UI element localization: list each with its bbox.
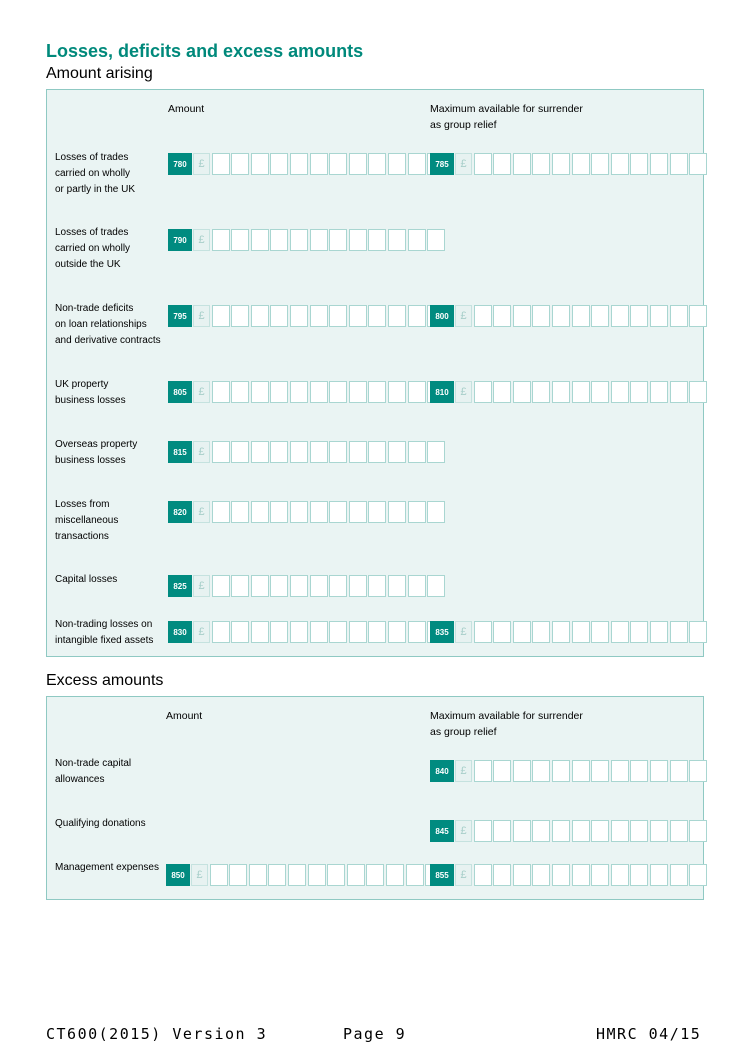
digit-cell[interactable]	[270, 305, 288, 327]
pound-sign: £	[455, 820, 472, 842]
digit-cell[interactable]	[591, 381, 609, 403]
digit-cell[interactable]	[630, 820, 648, 842]
row-label-line: miscellaneous	[55, 515, 119, 526]
box-number: 780	[168, 153, 192, 175]
digit-cell[interactable]	[670, 381, 688, 403]
digit-cell[interactable]	[650, 153, 668, 175]
digit-cell[interactable]	[408, 441, 426, 463]
digit-cell[interactable]	[231, 381, 249, 403]
digit-cell[interactable]	[251, 575, 269, 597]
digit-cell[interactable]	[552, 381, 570, 403]
pound-sign: £	[455, 153, 472, 175]
row-label	[55, 377, 126, 409]
digit-cell[interactable]	[386, 864, 404, 886]
row-label-line: Non-trade deficits	[55, 303, 134, 314]
digit-cell[interactable]	[532, 621, 550, 643]
digit-cell[interactable]	[689, 153, 707, 175]
digit-cell[interactable]	[408, 381, 426, 403]
digit-cell[interactable]	[670, 305, 688, 327]
digit-cell[interactable]	[408, 153, 426, 175]
digit-cell[interactable]	[427, 441, 445, 463]
digit-cell[interactable]	[329, 441, 347, 463]
digit-cell[interactable]	[290, 621, 308, 643]
digit-cell[interactable]	[532, 381, 550, 403]
row-label-line: outside the UK	[55, 259, 121, 270]
digit-cell[interactable]	[689, 760, 707, 782]
digit-cell[interactable]	[650, 820, 668, 842]
box-number: 800	[430, 305, 454, 327]
digit-cell[interactable]	[406, 864, 424, 886]
digit-cell[interactable]	[368, 621, 386, 643]
digit-cell[interactable]	[388, 501, 406, 523]
digit-cell[interactable]	[427, 575, 445, 597]
digit-cell[interactable]	[630, 381, 648, 403]
box-field[interactable]	[168, 501, 445, 523]
digit-cell[interactable]	[532, 864, 550, 886]
digit-cell[interactable]	[689, 305, 707, 327]
digit-cell[interactable]	[408, 501, 426, 523]
digit-cell[interactable]	[310, 575, 328, 597]
digit-cell[interactable]	[427, 501, 445, 523]
digit-cell[interactable]	[366, 864, 384, 886]
digit-cell[interactable]	[493, 305, 511, 327]
digit-cell[interactable]	[290, 575, 308, 597]
row-label-line: allowances	[55, 774, 105, 785]
digit-cell[interactable]	[288, 864, 306, 886]
digit-cell[interactable]	[408, 575, 426, 597]
digit-cell[interactable]	[388, 153, 406, 175]
box-number: 845	[430, 820, 454, 842]
digit-cell[interactable]	[249, 864, 267, 886]
row-label-line: intangible fixed assets	[55, 635, 154, 646]
box-field[interactable]	[168, 381, 445, 403]
row-label-line: Non-trading losses on	[55, 619, 153, 630]
box-field[interactable]	[168, 305, 445, 327]
excess-amounts-panel	[46, 696, 704, 900]
digit-cell[interactable]	[349, 153, 367, 175]
pound-sign: £	[193, 305, 210, 327]
subheading-excess-amounts: Excess amounts	[46, 672, 164, 689]
digit-cell[interactable]	[310, 229, 328, 251]
box-number: 820	[168, 501, 192, 523]
box-field[interactable]	[430, 305, 707, 327]
digit-cell[interactable]	[630, 864, 648, 886]
box-field[interactable]	[430, 621, 707, 643]
digit-cell[interactable]	[572, 153, 590, 175]
digit-cell[interactable]	[388, 381, 406, 403]
row-label-line: Losses from	[55, 499, 110, 510]
row-label-line: Losses of trades	[55, 227, 129, 238]
digit-cell[interactable]	[513, 153, 531, 175]
digit-cell[interactable]	[408, 621, 426, 643]
digit-cell[interactable]	[611, 621, 629, 643]
digit-cell[interactable]	[212, 305, 230, 327]
row-label-line: and derivative contracts	[55, 335, 161, 346]
digit-cell[interactable]	[552, 153, 570, 175]
digit-cell[interactable]	[591, 760, 609, 782]
row-label	[55, 860, 159, 876]
box-number: 790	[168, 229, 192, 251]
digit-cell[interactable]	[670, 153, 688, 175]
digit-cell[interactable]	[231, 501, 249, 523]
box-number: 835	[430, 621, 454, 643]
box-number: 850	[166, 864, 190, 886]
digit-cell[interactable]	[310, 381, 328, 403]
footer-form-version: CT600(2015) Version 3	[46, 1025, 268, 1043]
digit-cell[interactable]	[231, 305, 249, 327]
row-label-line: Overseas property	[55, 439, 138, 450]
digit-cell[interactable]	[408, 229, 426, 251]
row-label	[55, 572, 117, 588]
column-header-max-group-relief	[430, 708, 583, 740]
box-field[interactable]	[430, 820, 707, 842]
digit-cell[interactable]	[552, 621, 570, 643]
subheading-amount-arising: Amount arising	[46, 65, 153, 82]
column-header-amount: Amount	[168, 103, 205, 115]
digit-cell[interactable]	[388, 305, 406, 327]
box-number: 840	[430, 760, 454, 782]
digit-cell[interactable]	[689, 820, 707, 842]
box-field[interactable]	[168, 621, 445, 643]
digit-cell[interactable]	[251, 305, 269, 327]
digit-cell[interactable]	[670, 621, 688, 643]
digit-cell[interactable]	[210, 864, 228, 886]
digit-cell[interactable]	[532, 153, 550, 175]
box-field[interactable]	[430, 864, 707, 886]
digit-cell[interactable]	[229, 864, 247, 886]
digit-cell[interactable]	[611, 381, 629, 403]
digit-cell[interactable]	[349, 229, 367, 251]
pound-sign: £	[193, 229, 210, 251]
digit-cell[interactable]	[650, 621, 668, 643]
digit-cell[interactable]	[670, 760, 688, 782]
digit-cell[interactable]	[572, 820, 590, 842]
digit-cell[interactable]	[270, 621, 288, 643]
box-field[interactable]	[168, 441, 445, 463]
box-number: 810	[430, 381, 454, 403]
row-label-line: UK property	[55, 379, 109, 390]
digit-cell[interactable]	[670, 820, 688, 842]
row-label-line: Capital losses	[55, 574, 118, 585]
box-number: 830	[168, 621, 192, 643]
digit-cell[interactable]	[310, 153, 328, 175]
digit-cell[interactable]	[231, 153, 249, 175]
box-field[interactable]	[430, 381, 707, 403]
digit-cell[interactable]	[572, 760, 590, 782]
digit-cell[interactable]	[290, 229, 308, 251]
box-number: 825	[168, 575, 192, 597]
digit-cell[interactable]	[650, 381, 668, 403]
digit-cell[interactable]	[290, 305, 308, 327]
box-field[interactable]	[168, 575, 445, 597]
digit-cell[interactable]	[689, 864, 707, 886]
row-label-line: carried on wholly	[55, 243, 131, 254]
digit-cell[interactable]	[493, 153, 511, 175]
pound-sign: £	[193, 575, 210, 597]
box-field[interactable]	[168, 153, 445, 175]
digit-cell[interactable]	[630, 305, 648, 327]
pound-sign: £	[455, 381, 472, 403]
row-label-line: business losses	[55, 395, 126, 406]
digit-cell[interactable]	[513, 864, 531, 886]
row-label-line: business losses	[55, 455, 126, 466]
digit-cell[interactable]	[268, 864, 286, 886]
digit-cell[interactable]	[591, 864, 609, 886]
digit-cell[interactable]	[650, 305, 668, 327]
digit-cell[interactable]	[368, 381, 386, 403]
digit-cell[interactable]	[349, 381, 367, 403]
pound-sign: £	[455, 864, 472, 886]
digit-cell[interactable]	[290, 381, 308, 403]
digit-cell[interactable]	[212, 621, 230, 643]
digit-cell[interactable]	[513, 820, 531, 842]
box-field[interactable]	[430, 153, 707, 175]
column-header-max-line1: Maximum available for surrender	[430, 710, 583, 722]
digit-cell[interactable]	[251, 441, 269, 463]
row-label	[55, 816, 146, 832]
digit-cell[interactable]	[572, 864, 590, 886]
digit-cell[interactable]	[251, 229, 269, 251]
digit-cell[interactable]	[611, 153, 629, 175]
digit-cell[interactable]	[513, 305, 531, 327]
digit-cell[interactable]	[650, 864, 668, 886]
digit-cell[interactable]	[532, 760, 550, 782]
row-label	[55, 301, 161, 349]
digit-cell[interactable]	[650, 760, 668, 782]
digit-cell[interactable]	[349, 501, 367, 523]
digit-cell[interactable]	[611, 305, 629, 327]
digit-cell[interactable]	[251, 381, 269, 403]
box-field[interactable]	[166, 864, 443, 886]
row-label-line: transactions	[55, 531, 109, 542]
digit-cell[interactable]	[212, 381, 230, 403]
digit-cell[interactable]	[493, 760, 511, 782]
digit-cell[interactable]	[591, 153, 609, 175]
row-label	[55, 756, 131, 788]
digit-cell[interactable]	[231, 575, 249, 597]
column-header-amount: Amount	[166, 710, 203, 722]
digit-cell[interactable]	[329, 575, 347, 597]
digit-cell[interactable]	[310, 305, 328, 327]
footer-issuer: HMRC 04/15	[596, 1025, 702, 1043]
digit-cell[interactable]	[349, 305, 367, 327]
digit-cell[interactable]	[572, 305, 590, 327]
pound-sign: £	[191, 864, 208, 886]
section-title: Losses, deficits and excess amounts	[46, 41, 364, 61]
digit-cell[interactable]	[270, 229, 288, 251]
digit-cell[interactable]	[329, 381, 347, 403]
digit-cell[interactable]	[290, 153, 308, 175]
digit-cell[interactable]	[368, 441, 386, 463]
digit-cell[interactable]	[591, 621, 609, 643]
pound-sign: £	[193, 381, 210, 403]
digit-cell[interactable]	[552, 305, 570, 327]
digit-cell[interactable]	[388, 621, 406, 643]
digit-cell[interactable]	[427, 229, 445, 251]
digit-cell[interactable]	[212, 441, 230, 463]
pound-sign: £	[193, 621, 210, 643]
digit-cell[interactable]	[474, 153, 492, 175]
row-label	[55, 225, 130, 273]
box-number: 785	[430, 153, 454, 175]
digit-cell[interactable]	[270, 441, 288, 463]
row-label-line: Non-trade capital	[55, 758, 132, 769]
footer-page-number: Page 9	[343, 1025, 407, 1043]
digit-cell[interactable]	[231, 229, 249, 251]
digit-cell[interactable]	[310, 501, 328, 523]
digit-cell[interactable]	[308, 864, 326, 886]
pound-sign: £	[455, 760, 472, 782]
digit-cell[interactable]	[368, 153, 386, 175]
digit-cell[interactable]	[611, 820, 629, 842]
digit-cell[interactable]	[474, 381, 492, 403]
box-number: 795	[168, 305, 192, 327]
digit-cell[interactable]	[212, 229, 230, 251]
pound-sign: £	[193, 501, 210, 523]
digit-cell[interactable]	[474, 864, 492, 886]
row-label-line: Qualifying donations	[55, 818, 146, 829]
digit-cell[interactable]	[310, 441, 328, 463]
digit-cell[interactable]	[368, 305, 386, 327]
digit-cell[interactable]	[572, 621, 590, 643]
digit-cell[interactable]	[388, 575, 406, 597]
row-label	[55, 150, 135, 198]
digit-cell[interactable]	[329, 501, 347, 523]
digit-cell[interactable]	[689, 621, 707, 643]
digit-cell[interactable]	[513, 381, 531, 403]
digit-cell[interactable]	[388, 441, 406, 463]
digit-cell[interactable]	[212, 153, 230, 175]
row-label	[55, 437, 137, 469]
digit-cell[interactable]	[513, 760, 531, 782]
digit-cell[interactable]	[329, 305, 347, 327]
digit-cell[interactable]	[532, 305, 550, 327]
digit-cell[interactable]	[591, 305, 609, 327]
digit-cell[interactable]	[591, 820, 609, 842]
digit-cell[interactable]	[552, 820, 570, 842]
digit-cell[interactable]	[408, 305, 426, 327]
digit-cell[interactable]	[552, 864, 570, 886]
digit-cell[interactable]	[493, 381, 511, 403]
digit-cell[interactable]	[270, 575, 288, 597]
digit-cell[interactable]	[270, 381, 288, 403]
digit-cell[interactable]	[630, 621, 648, 643]
pound-sign: £	[455, 305, 472, 327]
digit-cell[interactable]	[270, 501, 288, 523]
digit-cell[interactable]	[212, 575, 230, 597]
digit-cell[interactable]	[689, 381, 707, 403]
digit-cell[interactable]	[290, 501, 308, 523]
row-label-line: Losses of trades	[55, 152, 129, 163]
digit-cell[interactable]	[513, 621, 531, 643]
digit-cell[interactable]	[231, 441, 249, 463]
digit-cell[interactable]	[310, 621, 328, 643]
digit-cell[interactable]	[474, 305, 492, 327]
digit-cell[interactable]	[630, 760, 648, 782]
box-number: 855	[430, 864, 454, 886]
pound-sign: £	[193, 153, 210, 175]
digit-cell[interactable]	[270, 153, 288, 175]
digit-cell[interactable]	[349, 575, 367, 597]
row-label-line: or partly in the UK	[55, 184, 136, 195]
row-label-line: on loan relationships	[55, 319, 147, 330]
row-label	[55, 617, 153, 649]
pound-sign: £	[193, 441, 210, 463]
box-number: 805	[168, 381, 192, 403]
column-header-max-line1: Maximum available for surrender	[430, 103, 583, 115]
box-number: 815	[168, 441, 192, 463]
digit-cell[interactable]	[368, 575, 386, 597]
box-field[interactable]	[430, 760, 707, 782]
column-header-max-group-relief	[430, 101, 583, 133]
digit-cell[interactable]	[388, 229, 406, 251]
digit-cell[interactable]	[368, 229, 386, 251]
digit-cell[interactable]	[670, 864, 688, 886]
column-header-max-line2: as group relief	[430, 726, 497, 738]
digit-cell[interactable]	[329, 621, 347, 643]
box-field[interactable]	[168, 229, 445, 251]
digit-cell[interactable]	[251, 621, 269, 643]
row-label	[55, 497, 118, 545]
digit-cell[interactable]	[493, 820, 511, 842]
digit-cell[interactable]	[611, 760, 629, 782]
digit-cell[interactable]	[329, 229, 347, 251]
digit-cell[interactable]	[251, 153, 269, 175]
digit-cell[interactable]	[572, 381, 590, 403]
digit-cell[interactable]	[552, 760, 570, 782]
digit-cell[interactable]	[329, 153, 347, 175]
digit-cell[interactable]	[231, 621, 249, 643]
digit-cell[interactable]	[290, 441, 308, 463]
digit-cell[interactable]	[474, 621, 492, 643]
row-label-line: carried on wholly	[55, 168, 131, 179]
digit-cell[interactable]	[493, 621, 511, 643]
digit-cell[interactable]	[474, 820, 492, 842]
digit-cell[interactable]	[474, 760, 492, 782]
digit-cell[interactable]	[347, 864, 365, 886]
pound-sign: £	[455, 621, 472, 643]
column-header-max-line2: as group relief	[430, 119, 497, 131]
digit-cell[interactable]	[630, 153, 648, 175]
digit-cell[interactable]	[327, 864, 345, 886]
digit-cell[interactable]	[212, 501, 230, 523]
amount-arising-panel	[46, 89, 704, 657]
digit-cell[interactable]	[493, 864, 511, 886]
digit-cell[interactable]	[368, 501, 386, 523]
digit-cell[interactable]	[611, 864, 629, 886]
digit-cell[interactable]	[532, 820, 550, 842]
digit-cell[interactable]	[349, 441, 367, 463]
row-label-line: Management expenses	[55, 862, 159, 873]
digit-cell[interactable]	[251, 501, 269, 523]
digit-cell[interactable]	[349, 621, 367, 643]
